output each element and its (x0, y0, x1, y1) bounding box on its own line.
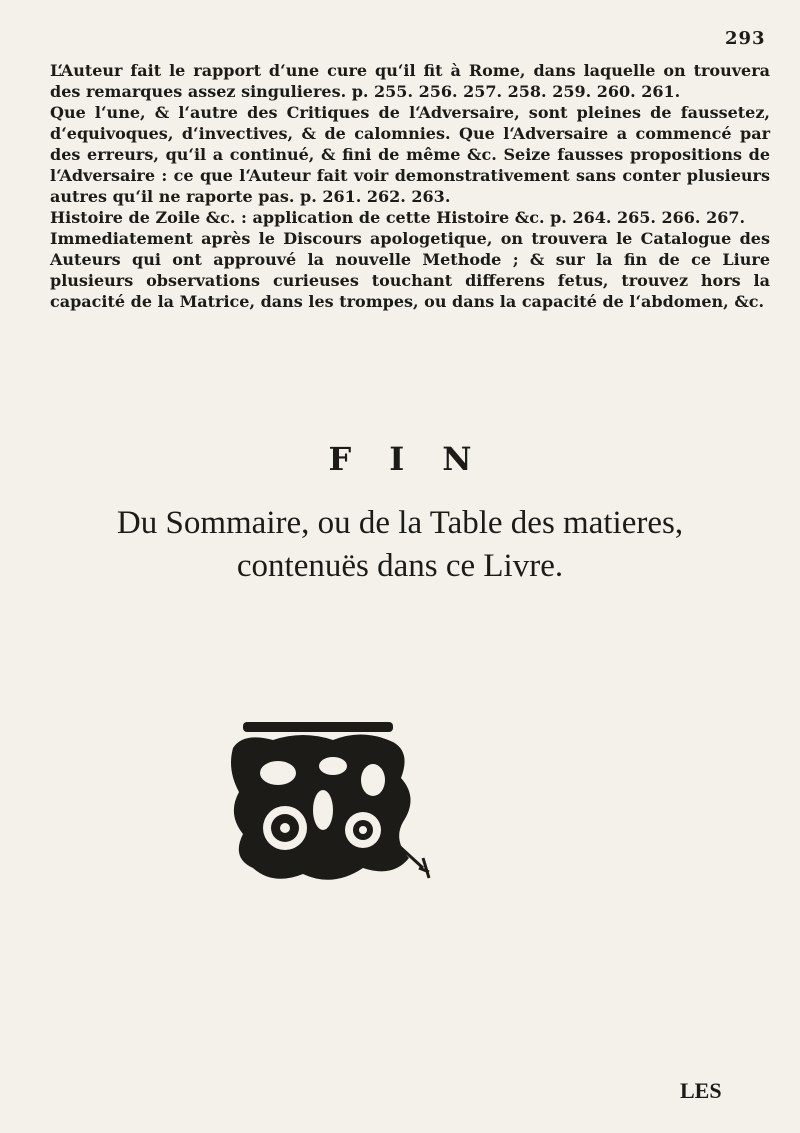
ornament-leaf-3 (361, 764, 385, 796)
ornament-scroll-right-eye (359, 826, 367, 834)
entry-cure-rome: L‘Auteur fait le rapport d‘une cure qu‘il fit à Rome, dans laquelle on trouvera des remarques assez singulieres. p. 255. 256. 257. 258. 259. 260. 261. (50, 61, 770, 101)
ornament-top-band (243, 722, 393, 732)
catchword: LES (680, 1078, 722, 1103)
closing-line-2: contenuës dans ce Livre. (236, 548, 564, 584)
floral-ornament-icon (223, 718, 443, 898)
ornament-leaf-2 (319, 757, 347, 775)
ornament-scroll-left-eye (280, 823, 290, 833)
entry-critiques-adversaire: Que l‘une, & l‘autre des Critiques de l‘Adversaire, sont pleines de faussetez, d‘equivoques, d‘invectives, & de calomnies. Que l‘Adversaire a commencé par des erreurs, qu‘il a continué, & fini de même &c. Seize fausses propositions de l‘Adversaire : ce que l‘Auteur fait voir demonstrativement sans conter plusieurs autres qu‘il ne raporte pas. p. 261. 262. 263. (50, 103, 770, 206)
ornament-leaf-1 (260, 761, 296, 785)
entry-catalogue-auteurs: Immediatement après le Discours apologetique, on trouvera le Catalogue des Auteurs qui ont approuvé la nouvelle Methode ; & sur la fin de ce Liure plusieurs observations curieuses touchant differens fetus, trouvez hors la capacité de la Matrice, dans les trompes, ou dans la capacité de l‘abdomen, &c. (50, 229, 770, 311)
closing-title (0, 502, 800, 588)
ornament-center-leaf (313, 790, 333, 830)
closing-line-1: Du Sommaire, ou de la Table des matieres, (116, 505, 684, 541)
page-number: 293 (725, 28, 766, 49)
entry-histoire-zoile: Histoire de Zoile &c. : application de cette Histoire &c. p. 264. 265. 266. 267. (50, 208, 746, 227)
table-of-contents-entries (50, 60, 770, 312)
fin-heading: FIN (328, 440, 510, 478)
